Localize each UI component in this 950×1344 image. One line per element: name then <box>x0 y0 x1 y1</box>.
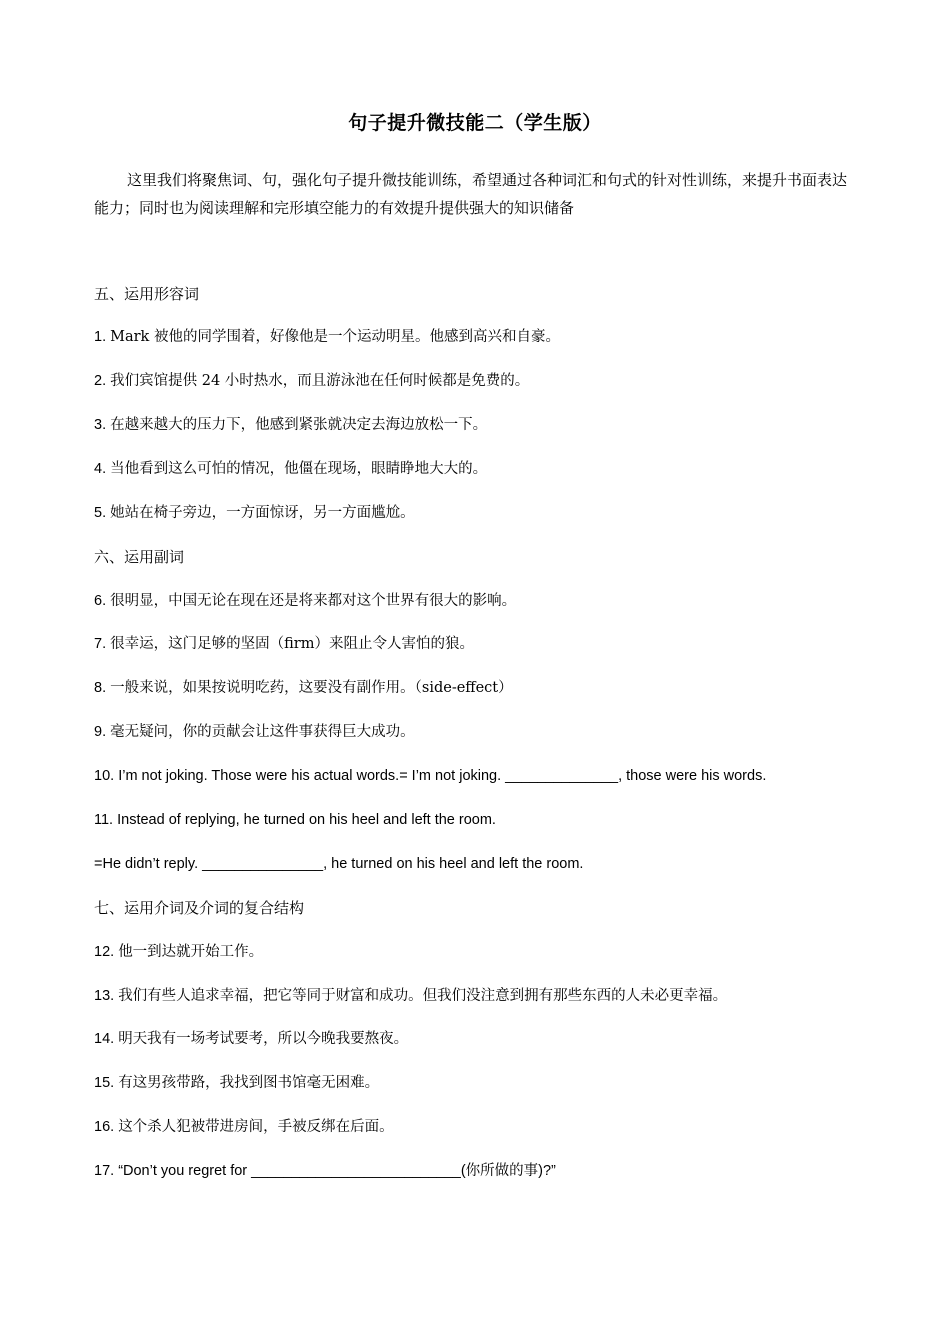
item-text: 当他看到这么可怕的情况，他僵在现场，眼睛睁地大大的。 <box>110 461 488 477</box>
exercise-item <box>94 1029 874 1049</box>
item-number: 13. <box>94 988 119 1004</box>
document-title: 句子提升微技能二（学生版） <box>348 112 602 134</box>
exercise-item <box>94 986 874 1006</box>
item-text: I’m not joking. Those were his actual words.= I’m not joking. ______________, those were his words. <box>118 768 767 784</box>
exercise-item <box>94 459 874 479</box>
item-text: 他一到达就开始工作。 <box>118 944 264 960</box>
item-text: 在越来越大的压力下，他感到紧张就决定去海边放松一下。 <box>110 417 488 433</box>
item-number: 7. <box>94 636 111 652</box>
item-text: =He didn’t reply. _______________, he turned on his heel and left the room. <box>94 856 584 872</box>
item-number: 4. <box>94 461 111 477</box>
item-text: 这个杀人犯被带进房间，手被反绑在后面。 <box>118 1119 394 1135</box>
item-text: 她站在椅子旁边，一方面惊讶，另一方面尴尬。 <box>110 505 415 521</box>
intro-paragraph: 这里我们将聚焦词、句，强化句子提升微技能训练，希望通过各种词汇和句式的针对性训练，来提升书面表达能力；同时也为阅读理解和完形填空能力的有效提升提供强大的知识储备 <box>94 171 848 217</box>
exercise-item <box>94 766 874 786</box>
item-number: 2. <box>94 373 111 389</box>
item-text: 我们宾馆提供 24 小时热水，而且游泳池在任何时候都是免费的。 <box>110 373 530 389</box>
exercise-item <box>94 634 874 654</box>
exercise-item <box>94 1117 874 1137</box>
item-number: 9. <box>94 724 111 740</box>
item-text: 毫无疑问，你的贡献会让这件事获得巨大成功。 <box>110 724 415 740</box>
item-number: 17. <box>94 1163 119 1179</box>
section-heading-prepositions: 七、运用介词及介词的复合结构 <box>94 899 305 917</box>
item-text: 很明显，中国无论在现在还是将来都对这个世界有很大的影响。 <box>110 593 517 609</box>
item-number: 6. <box>94 593 111 609</box>
item-text: 很幸运，这门足够的坚固（firm）来阻止令人害怕的狼。 <box>110 636 474 652</box>
item-text: 一般来说，如果按说明吃药，这要没有副作用。（side-effect） <box>110 680 513 696</box>
item-number: 10. <box>94 768 119 784</box>
item-number: 11. <box>94 812 118 828</box>
item-text: Mark 被他的同学围着，好像他是一个运动明星。他感到高兴和自豪。 <box>110 329 560 345</box>
item-text: Instead of replying, he turned on his heel and left the room. <box>117 812 496 828</box>
item-number: 3. <box>94 417 111 433</box>
item-number: 1. <box>94 329 111 345</box>
exercise-item <box>94 415 874 435</box>
item-number: 16. <box>94 1119 119 1135</box>
exercise-item <box>94 810 874 830</box>
section-heading-adverbs: 六、运用副词 <box>94 548 185 566</box>
exercise-item <box>94 327 874 347</box>
section-heading-adjectives: 五、运用形容词 <box>94 285 200 303</box>
item-number: 5. <box>94 505 111 521</box>
item-number: 12. <box>94 944 119 960</box>
exercise-item <box>94 942 874 962</box>
exercise-item <box>94 722 874 742</box>
item-text: 我们有些人追求幸福，把它等同于财富和成功。但我们没注意到拥有那些东西的人未必更幸福。 <box>118 988 728 1004</box>
exercise-item <box>94 1161 874 1181</box>
exercise-item <box>94 591 874 611</box>
item-number: 8. <box>94 680 111 696</box>
item-text: “Don’t you regret for __________________________(你所做的事)?” <box>118 1163 556 1179</box>
item-number: 14. <box>94 1031 119 1047</box>
exercise-item-continuation <box>94 854 874 874</box>
exercise-item <box>94 371 874 391</box>
item-text: 明天我有一场考试要考，所以今晚我要熬夜。 <box>118 1031 409 1047</box>
exercise-item <box>94 678 874 698</box>
exercise-item <box>94 1073 874 1093</box>
exercise-item <box>94 503 874 523</box>
item-number: 15. <box>94 1075 119 1091</box>
item-text: 有这男孩带路，我找到图书馆毫无困难。 <box>118 1075 380 1091</box>
